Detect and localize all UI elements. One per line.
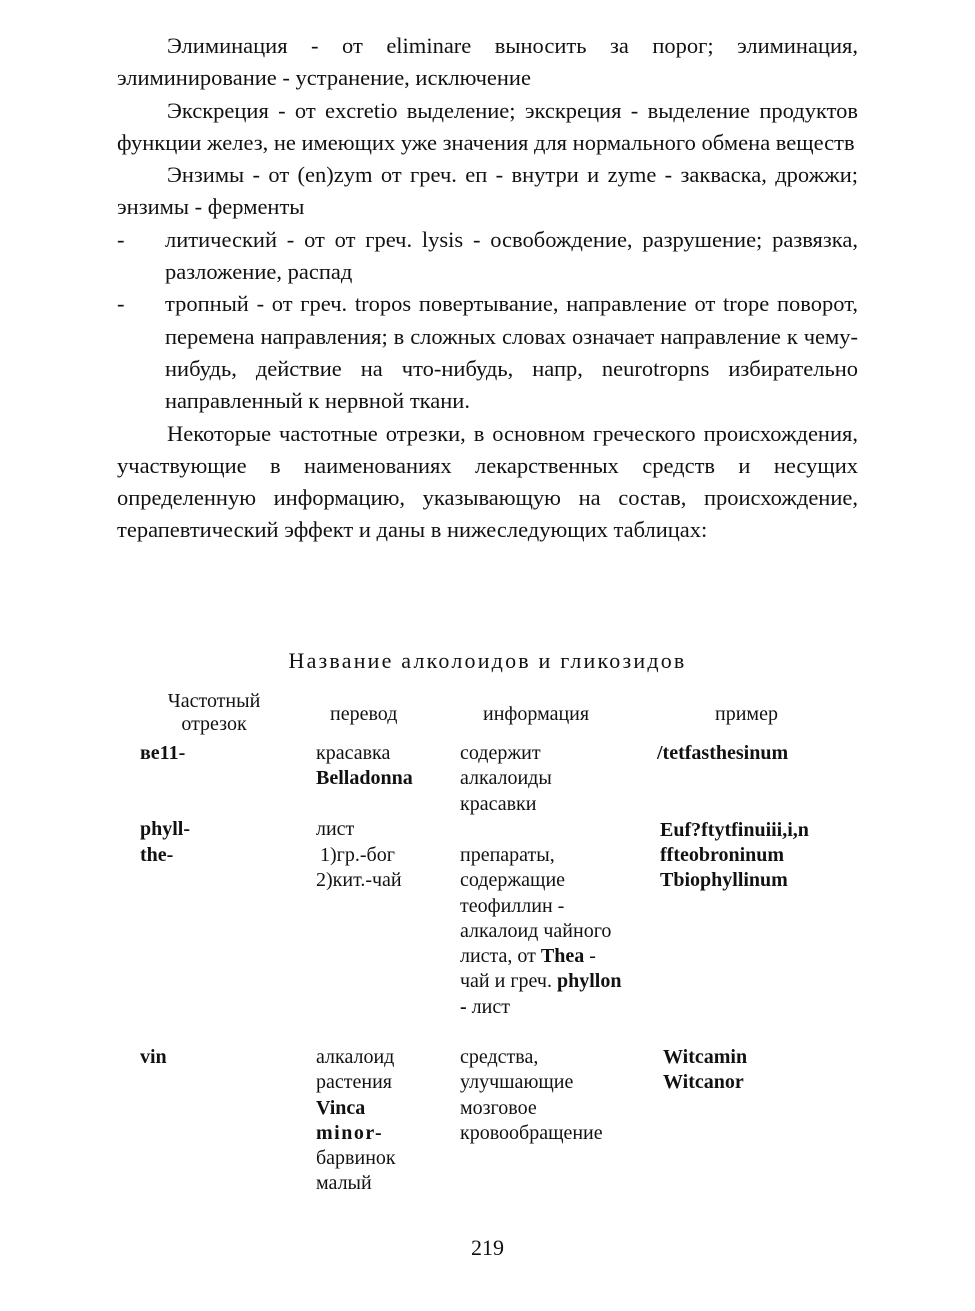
- paragraph-elimination: Элиминация - от eliminare выносить за порог; элиминация, элиминирование - устранение, исключение: [117, 33, 858, 91]
- row-bell-translation-latin: Belladonna: [316, 767, 413, 790]
- list-dash: -: [117, 291, 125, 317]
- row-vin-info: средства, улучшающие мозговое кровообращение: [460, 1046, 603, 1144]
- row-bell-segment: ве11-: [140, 742, 186, 764]
- row-vin-segment: vin: [140, 1046, 167, 1068]
- row-the-info: [460, 843, 625, 1020]
- row-the-translation-1: 1)гр.-бог: [320, 844, 395, 866]
- list-item-text: тропный - от греч. tropos повертывание, направление от trope поворот, перемена направления; в сложных словах означает направление к чему-нибудь, действие на что-нибудь, напр, neurotropns избирательно направленный к нервной ткани.: [165, 291, 858, 414]
- paragraph-enzymes: Энзимы - от (en)zym от греч. еп - внутри и zyme - закваска, дрожжи; энзимы - ферменты: [117, 162, 858, 220]
- row-vin-example-1: Witcamin: [663, 1046, 748, 1068]
- row-the-example-2: Tbiophyllinum: [660, 869, 788, 892]
- header-segment: Частотный отрезок: [167, 690, 261, 735]
- row-vin-translation-c: minor-: [316, 1121, 384, 1144]
- row-vin-example: [663, 1045, 747, 1096]
- row-the-translation: [316, 843, 402, 894]
- row-bell-info: содержит алкалоиды красавки: [460, 742, 552, 815]
- row-vin-translation-b: Vinca: [316, 1096, 366, 1119]
- row-bell-example: /tetfasthesinum: [657, 742, 789, 764]
- row-the-info-a: препараты, содержащие теофиллин - алкалоид чайного листа, от: [460, 844, 612, 968]
- list-item-text: литический - от от греч. lysis - освобождение, разрушение; развязка, разложение, распад: [165, 226, 858, 285]
- row-phyll-example: Euf?ftytfinuiii,i,n: [660, 819, 809, 841]
- list-item-tropic: [117, 288, 858, 417]
- row-the-example-1: ffteobroninum: [660, 844, 785, 866]
- row-the-example: [660, 843, 788, 894]
- paragraph-excretion: Экскреция - от excretio выделение; экскреция - выделение продуктов функции желез, не имеющих уже значения для нормального обмена веществ: [117, 97, 858, 155]
- header-translation: перевод: [330, 703, 398, 725]
- row-phyll-segment: phyll-: [140, 818, 191, 840]
- row-vin-translation-a: алкалоид растения: [316, 1046, 395, 1094]
- header-example: пример: [715, 703, 778, 725]
- row-the-info-b: Thea: [540, 945, 585, 968]
- page-number: 219: [471, 1235, 504, 1260]
- list-item-lytic: [117, 224, 858, 289]
- list-dash: -: [117, 226, 125, 252]
- paragraph-intro-tables: Некоторые частотные отрезки, в основном греческого происхождения, участвующие в наименованиях лекарственных средств и несущих определенную информацию, указывающую на состав, происхождение, терапевтический эффект и даны в нижеследующих таблицах:: [117, 420, 858, 543]
- row-the-info-c: - чай и греч.: [460, 945, 596, 993]
- row-the-translation-2: 2)кит.-чай: [316, 869, 402, 892]
- row-bell-translation-ru: красавка: [316, 742, 391, 764]
- header-info: информация: [483, 703, 590, 725]
- row-phyll-translation: лист: [316, 818, 355, 840]
- row-vin-example-2: Witcanor: [663, 1071, 744, 1094]
- row-vin-translation: [316, 1045, 436, 1197]
- row-the-info-e: лист: [471, 995, 510, 1018]
- row-the-info-d: phyllon -: [460, 970, 622, 1018]
- row-vin-translation-d: барвинок малый: [316, 1147, 396, 1195]
- row-the-segment: the-: [140, 844, 174, 866]
- body-text: [117, 30, 858, 547]
- row-bell-translation: [316, 741, 446, 792]
- table-title: Название алколоидов и гликозидов: [288, 648, 687, 673]
